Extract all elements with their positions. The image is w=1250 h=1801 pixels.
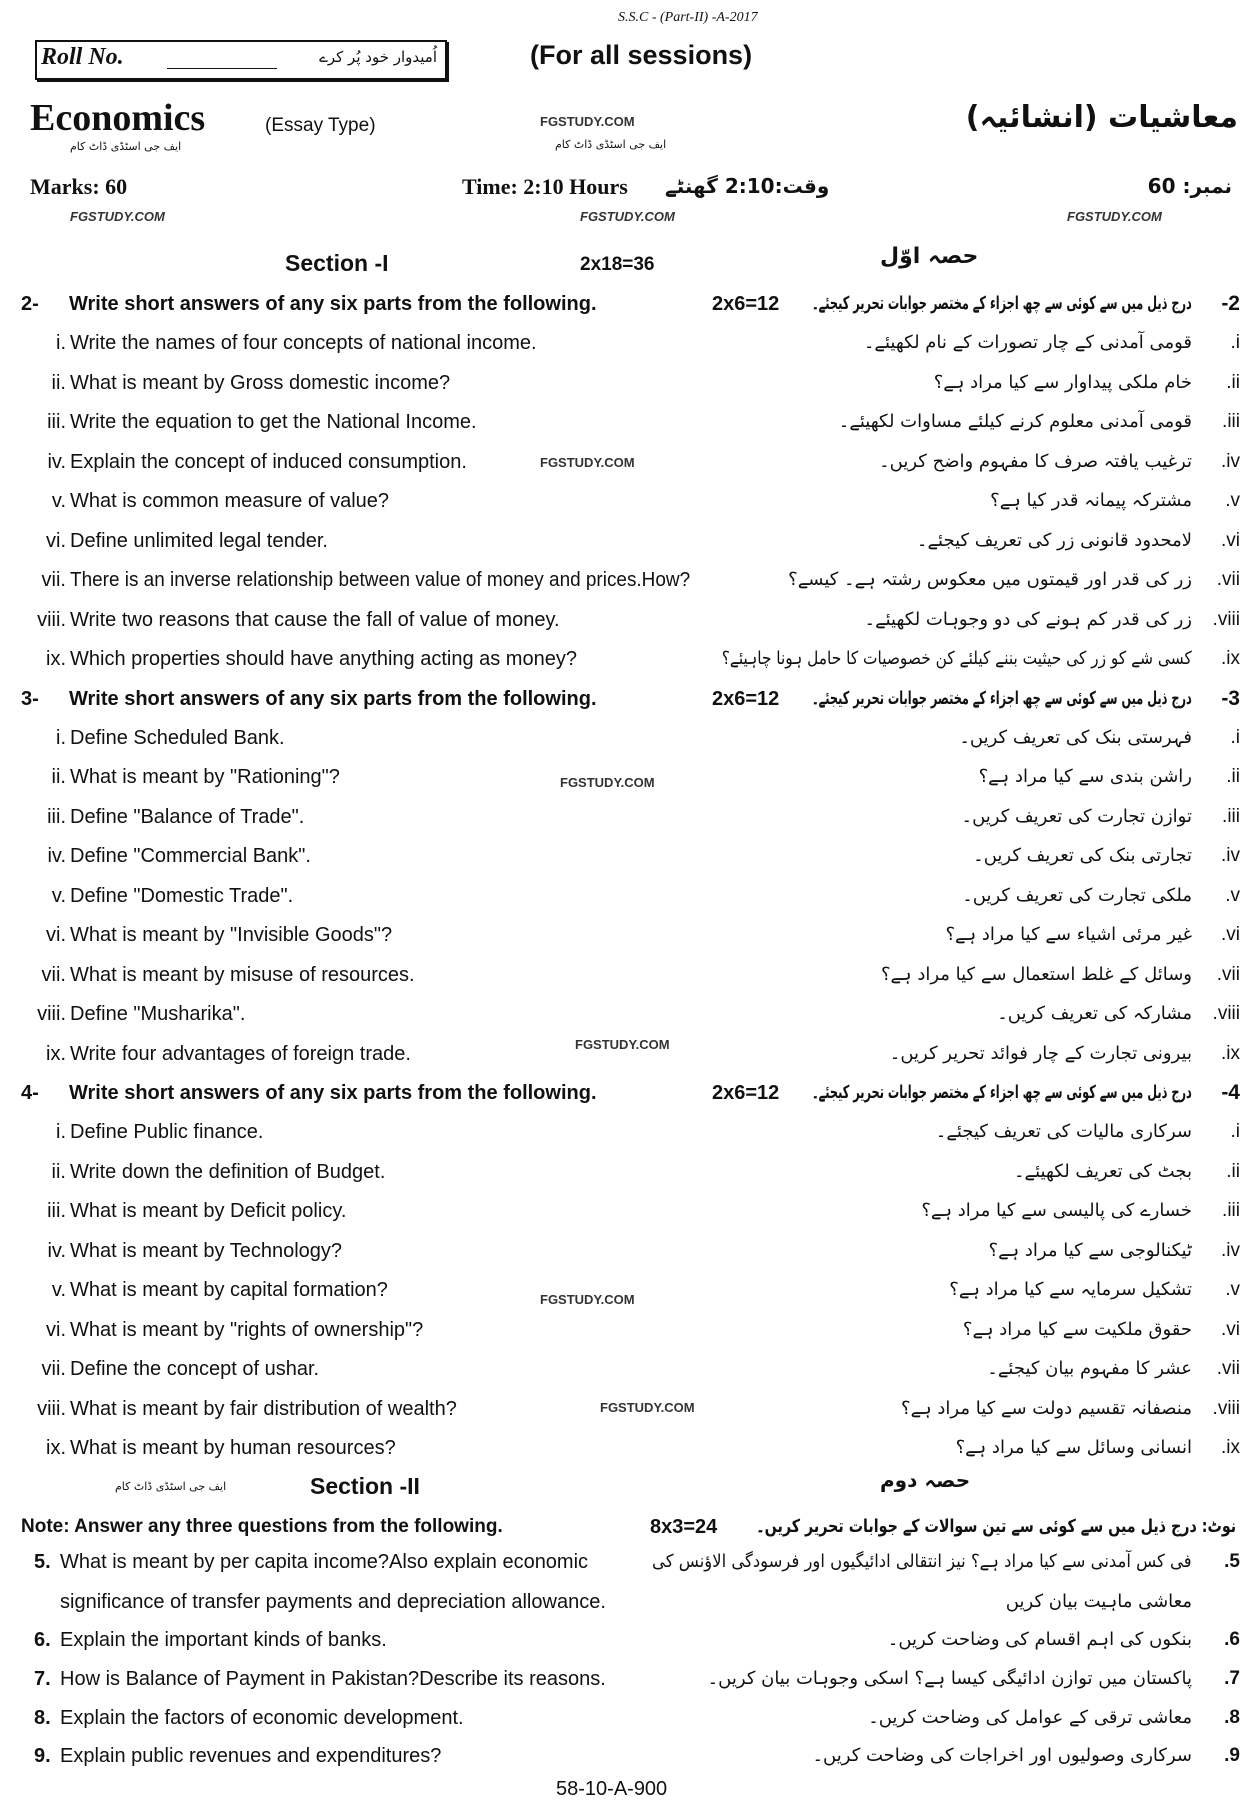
part-text: Define the concept of ushar. — [70, 1358, 320, 1381]
part-numeral-urdu: .vii — [1216, 963, 1240, 985]
question-part — [0, 523, 1250, 559]
marks-label: Marks: 60 — [30, 174, 128, 199]
watermark: FGSTUDY.COM — [600, 1400, 695, 1415]
question-text-urdu: درج ذیل میں سے کوئی سے چھ اجزاء کے مختصر جوابات تحریر کیجئے۔ — [812, 293, 1192, 314]
part-numeral-urdu: .v — [1225, 1279, 1240, 1301]
part-text: Define "Balance of Trade". — [70, 805, 305, 828]
question-part — [0, 562, 1250, 598]
section-1-title-urdu: حصہ اوّل — [880, 244, 979, 269]
part-text: What is meant by Deficit policy. — [70, 1200, 347, 1223]
part-numeral: vi. — [46, 529, 66, 552]
part-text: Write the names of four concepts of national income. — [70, 332, 537, 355]
part-text: Write two reasons that cause the fall of value of money. — [70, 608, 560, 631]
watermark-urdu: ایف جی اسٹڈی ڈاٹ کام — [70, 140, 182, 153]
roll-number-label: Roll No. — [41, 44, 124, 70]
question-number: 6. — [34, 1629, 51, 1651]
part-numeral: vii. — [41, 1358, 66, 1381]
question-part — [0, 325, 1250, 361]
part-text: Define Scheduled Bank. — [70, 726, 285, 749]
question-marks: 2x6=12 — [712, 687, 780, 710]
exam-code: S.S.C - (Part-II) -A-2017 — [618, 10, 758, 25]
part-numeral-urdu: .vii — [1216, 1358, 1240, 1380]
subject-title-urdu: معاشیات (انشائیہ) — [965, 100, 1238, 135]
part-text-urdu: انسانی وسائل سے کیا مراد ہے؟ — [955, 1437, 1192, 1459]
question-text: What is meant by per capita income?Also explain economic — [60, 1551, 589, 1573]
part-numeral: vi. — [46, 924, 66, 947]
part-text-urdu: راشن بندی سے کیا مراد ہے؟ — [978, 766, 1192, 788]
question-part — [0, 483, 1250, 519]
part-numeral-urdu: .v — [1225, 884, 1240, 906]
subject-type: (Essay Type) — [265, 115, 376, 136]
question-part — [0, 365, 1250, 401]
part-numeral: i. — [56, 332, 66, 355]
part-numeral-urdu: .viii — [1212, 608, 1240, 630]
part-numeral-urdu: .ix — [1221, 648, 1240, 670]
question-part — [0, 1233, 1250, 1269]
part-numeral-urdu: .vii — [1216, 569, 1240, 591]
part-numeral: i. — [56, 1121, 66, 1144]
question-text: How is Balance of Payment in Pakistan?Describe its reasons. — [60, 1668, 606, 1690]
subject-title: Economics — [30, 97, 206, 139]
question-text: Explain the factors of economic development. — [60, 1707, 464, 1729]
question-text-urdu: معاشی ماہیت بیان کریں — [1005, 1591, 1192, 1612]
part-numeral: ii. — [51, 766, 66, 789]
part-numeral: ix. — [46, 1437, 66, 1460]
section-2-note — [0, 1509, 1250, 1545]
question-number: 8. — [34, 1707, 51, 1729]
question-text: Write short answers of any six parts from the following. — [69, 687, 597, 710]
part-numeral-urdu: .ii — [1226, 1160, 1240, 1182]
question-text-urdu: درج ذیل میں سے کوئی سے چھ اجزاء کے مختصر جوابات تحریر کیجئے۔ — [812, 687, 1192, 709]
watermark: FGSTUDY.COM — [540, 114, 635, 129]
part-text: Explain the concept of induced consumption. — [70, 450, 467, 473]
question-part — [0, 799, 1250, 835]
part-text-urdu: زر کی قدر اور قیمتوں میں معکوس رشتہ ہے۔ کیسے؟ — [788, 569, 1192, 591]
watermark: FGSTUDY.COM — [580, 209, 675, 224]
question-text-urdu: معاشی ترقی کے عوامل کی وضاحت کریں۔ — [868, 1707, 1192, 1728]
long-question — [0, 1622, 1250, 1658]
part-text: Define Public finance. — [70, 1121, 264, 1144]
question-number-urdu: .6 — [1224, 1629, 1240, 1650]
note-text: Note: Answer any three questions from the following. — [21, 1516, 503, 1537]
part-text: Which properties should have anything acting as money? — [70, 648, 577, 671]
part-numeral-urdu: .iv — [1221, 450, 1240, 472]
part-text: Write the equation to get the National Income. — [70, 411, 477, 434]
part-numeral: viii. — [37, 608, 66, 631]
part-text-urdu: منصفانہ تقسیم دولت سے کیا مراد ہے؟ — [901, 1397, 1192, 1419]
watermark: FGSTUDY.COM — [1067, 209, 1162, 224]
part-numeral: v. — [51, 884, 66, 907]
question-number-urdu: .8 — [1224, 1707, 1240, 1728]
question-part — [0, 1154, 1250, 1190]
part-text-urdu: ملکی تجارت کی تعریف کریں۔ — [962, 884, 1192, 906]
question-part — [0, 1430, 1250, 1466]
part-text-urdu: توازن تجارت کی تعریف کریں۔ — [961, 805, 1192, 827]
long-question — [0, 1700, 1250, 1736]
section-2-title-urdu: حصہ دوم — [880, 1468, 971, 1492]
part-text-urdu: حقوق ملکیت سے کیا مراد ہے؟ — [962, 1318, 1192, 1340]
question-number-urdu: .7 — [1224, 1668, 1240, 1689]
roll-number-instruction: اُمیدوار خود پُر کرے — [319, 48, 437, 66]
part-numeral-urdu: .v — [1225, 490, 1240, 512]
part-numeral: iv. — [47, 845, 66, 868]
part-text-urdu: خسارے کی پالیسی سے کیا مراد ہے؟ — [921, 1200, 1192, 1222]
part-text-urdu: ترغیب یافتہ صرف کا مفہوم واضح کریں۔ — [879, 450, 1192, 472]
part-text: What is meant by "Rationing"? — [70, 766, 340, 789]
part-numeral-urdu: .iii — [1222, 805, 1240, 827]
question-text-urdu: فی کس آمدنی سے کیا مراد ہے؟ نیز انتقالی ادائیگیوں اور فرسودگی الاؤنس کی — [652, 1551, 1192, 1572]
part-numeral-urdu: .i — [1230, 1121, 1240, 1143]
question-part — [0, 1312, 1250, 1348]
part-text-urdu: مشترکہ پیمانہ قدر کیا ہے؟ — [990, 490, 1192, 512]
long-question — [0, 1738, 1250, 1774]
part-numeral-urdu: .i — [1230, 726, 1240, 748]
part-numeral: iii. — [47, 805, 66, 828]
time-label-urdu: وقت:2:10 گھنٹے — [665, 174, 830, 198]
part-numeral: v. — [51, 1279, 66, 1302]
part-text: Write four advantages of foreign trade. — [70, 1042, 411, 1065]
part-numeral-urdu: .iii — [1222, 411, 1240, 433]
part-text-urdu: مشارکہ کی تعریف کریں۔ — [997, 1003, 1192, 1025]
question-text: Write short answers of any six parts from the following. — [69, 1082, 597, 1104]
question-number: 7. — [34, 1668, 51, 1690]
paper-code: 58-10-A-900 — [556, 1778, 668, 1800]
part-numeral-urdu: .ix — [1221, 1042, 1240, 1064]
question-number: 9. — [34, 1745, 51, 1767]
question-text-urdu: درج ذیل میں سے کوئی سے چھ اجزاء کے مختصر جوابات تحریر کیجئے۔ — [812, 1082, 1192, 1103]
watermark-urdu: ایف جی اسٹڈی ڈاٹ کام — [555, 138, 667, 151]
part-numeral-urdu: .ix — [1221, 1437, 1240, 1459]
part-numeral: ii. — [51, 1160, 66, 1183]
part-text: Define unlimited legal tender. — [70, 529, 328, 552]
long-question — [0, 1544, 1250, 1580]
part-numeral: ix. — [46, 1042, 66, 1065]
question-part — [0, 641, 1250, 677]
section-1-title: Section -I — [285, 250, 389, 276]
question-number: 4- — [21, 1082, 39, 1104]
part-text-urdu: لامحدود قانونی زر کی تعریف کیجئے۔ — [916, 529, 1192, 551]
question-part — [0, 917, 1250, 953]
long-question — [0, 1584, 1250, 1620]
part-text-urdu: بیرونی تجارت کے چار فوائد تحریر کریں۔ — [889, 1042, 1192, 1064]
watermark: FGSTUDY.COM — [560, 775, 655, 790]
part-text: What is common measure of value? — [70, 490, 390, 513]
question-heading — [0, 1075, 1250, 1111]
part-text: What is meant by Technology? — [70, 1239, 343, 1262]
part-text-urdu: غیر مرئی اشیاء سے کیا مراد ہے؟ — [945, 924, 1192, 946]
part-numeral-urdu: .iv — [1221, 1239, 1240, 1261]
question-text: Explain the important kinds of banks. — [60, 1629, 387, 1651]
part-text-urdu: خام ملکی پیداوار سے کیا مراد ہے؟ — [933, 371, 1192, 393]
roll-number-box — [35, 40, 447, 80]
part-text: What is meant by misuse of resources. — [70, 963, 415, 986]
part-text-urdu: تشکیل سرمایہ سے کیا مراد ہے؟ — [949, 1279, 1192, 1301]
part-numeral: v. — [51, 490, 66, 513]
part-text: What is meant by capital formation? — [70, 1279, 388, 1302]
question-number: 2- — [21, 293, 39, 315]
question-part — [0, 838, 1250, 874]
question-marks: 2x6=12 — [712, 293, 780, 315]
question-number-urdu: -2 — [1221, 292, 1240, 315]
question-heading — [0, 681, 1250, 717]
part-numeral: iii. — [47, 1200, 66, 1223]
note-marks: 8x3=24 — [650, 1516, 718, 1538]
part-numeral: i. — [56, 726, 66, 749]
part-numeral: ix. — [46, 648, 66, 671]
part-numeral: iii. — [47, 411, 66, 434]
part-numeral-urdu: .iv — [1221, 845, 1240, 867]
time-label: Time: 2:10 Hours — [462, 174, 628, 199]
question-number: 3- — [21, 687, 39, 710]
part-numeral: viii. — [37, 1003, 66, 1026]
part-numeral: iv. — [47, 450, 66, 473]
question-number-urdu: .5 — [1224, 1551, 1240, 1572]
part-text-urdu: وسائل کے غلط استعمال سے کیا مراد ہے؟ — [880, 963, 1192, 985]
part-text: What is meant by "Invisible Goods"? — [70, 924, 393, 947]
question-text-urdu: پاکستان میں توازن ادائیگی کیسا ہے؟ اسکی وجوہات بیان کریں۔ — [707, 1668, 1192, 1689]
long-question — [0, 1661, 1250, 1697]
watermark: FGSTUDY.COM — [540, 1292, 635, 1307]
part-text: What is meant by fair distribution of wealth? — [70, 1397, 457, 1420]
part-text: Define "Commercial Bank". — [70, 845, 311, 868]
part-text-urdu: فہرستی بنک کی تعریف کریں۔ — [959, 726, 1192, 748]
question-number-urdu: .9 — [1224, 1745, 1240, 1766]
part-numeral: viii. — [37, 1397, 66, 1420]
part-numeral-urdu: .vi — [1221, 924, 1240, 946]
part-text: Write down the definition of Budget. — [70, 1160, 386, 1183]
question-text: Explain public revenues and expenditures? — [60, 1745, 442, 1767]
part-numeral-urdu: .ii — [1226, 766, 1240, 788]
section-1-marks: 2x18=36 — [580, 254, 655, 275]
part-text: What is meant by "rights of ownership"? — [70, 1318, 424, 1341]
part-numeral: vii. — [41, 963, 66, 986]
part-text: What is meant by Gross domestic income? — [70, 371, 451, 394]
part-text: There is an inverse relationship between value of money and prices.How? — [70, 569, 691, 592]
question-number-urdu: -4 — [1221, 1081, 1240, 1104]
part-text: Define "Musharika". — [70, 1003, 246, 1026]
marks-label-urdu: نمبر: 60 — [1147, 174, 1232, 198]
question-text-urdu: بنکوں کی اہم اقسام کی وضاحت کریں۔ — [887, 1629, 1192, 1650]
part-text-urdu: ٹیکنالوجی سے کیا مراد ہے؟ — [988, 1239, 1192, 1261]
part-numeral-urdu: .iii — [1222, 1200, 1240, 1222]
part-numeral: vi. — [46, 1318, 66, 1341]
part-numeral: vii. — [41, 569, 66, 592]
note-text-urdu: نوٹ: درج ذیل میں سے کوئی سے تین سوالات کے جوابات تحریر کریں۔ — [756, 1516, 1236, 1537]
question-part — [0, 404, 1250, 440]
watermark: FGSTUDY.COM — [540, 455, 635, 470]
part-text-urdu: عشر کا مفہوم بیان کیجئے۔ — [987, 1358, 1192, 1380]
part-text-urdu: سرکاری مالیات کی تعریف کیجئے۔ — [935, 1121, 1192, 1143]
roll-number-blank[interactable] — [167, 68, 277, 69]
question-part — [0, 996, 1250, 1032]
part-text-urdu: تجارتی بنک کی تعریف کریں۔ — [973, 845, 1192, 867]
question-part — [0, 878, 1250, 914]
part-text-urdu: بجٹ کی تعریف لکھیئے۔ — [1014, 1160, 1192, 1182]
question-part — [0, 1114, 1250, 1150]
question-part — [0, 602, 1250, 638]
sessions-label: (For all sessions) — [530, 40, 753, 70]
question-number-urdu: -3 — [1221, 686, 1240, 710]
question-text-urdu: سرکاری وصولیوں اور اخراجات کی وضاحت کریں۔ — [812, 1745, 1192, 1766]
part-text-urdu: زر کی قدر کم ہونے کی دو وجوہات لکھیئے۔ — [864, 608, 1192, 630]
part-text: Define "Domestic Trade". — [70, 884, 294, 907]
question-part — [0, 720, 1250, 756]
part-numeral-urdu: .ii — [1226, 371, 1240, 393]
part-numeral-urdu: .vi — [1221, 1318, 1240, 1340]
part-numeral-urdu: .viii — [1212, 1003, 1240, 1025]
question-number: 5. — [34, 1551, 51, 1573]
part-numeral: iv. — [47, 1239, 66, 1262]
part-numeral-urdu: .viii — [1212, 1397, 1240, 1419]
question-text: Write short answers of any six parts from the following. — [69, 293, 597, 315]
question-heading — [0, 286, 1250, 322]
part-text: What is meant by human resources? — [70, 1437, 396, 1460]
question-part — [0, 1193, 1250, 1229]
question-part — [0, 957, 1250, 993]
watermark: FGSTUDY.COM — [575, 1037, 670, 1052]
part-text-urdu: قومی آمدنی معلوم کرنے کیلئے مساوات لکھیئے۔ — [838, 411, 1192, 433]
question-text: significance of transfer payments and depreciation allowance. — [60, 1591, 606, 1613]
part-numeral-urdu: .i — [1230, 332, 1240, 354]
question-marks: 2x6=12 — [712, 1082, 780, 1104]
watermark-urdu: ایف جی اسٹڈی ڈاٹ کام — [115, 1480, 227, 1493]
part-text-urdu: کسی شے کو زر کی حیثیت بننے کیلئے کن خصوصیات کا حامل ہونا چاہیئے؟ — [721, 648, 1192, 670]
part-numeral-urdu: .vi — [1221, 529, 1240, 551]
watermark: FGSTUDY.COM — [70, 209, 165, 224]
section-2-title: Section -II — [310, 1473, 420, 1499]
question-part — [0, 1351, 1250, 1387]
part-numeral: ii. — [51, 371, 66, 394]
part-text-urdu: قومی آمدنی کے چار تصورات کے نام لکھیئے۔ — [863, 332, 1192, 354]
